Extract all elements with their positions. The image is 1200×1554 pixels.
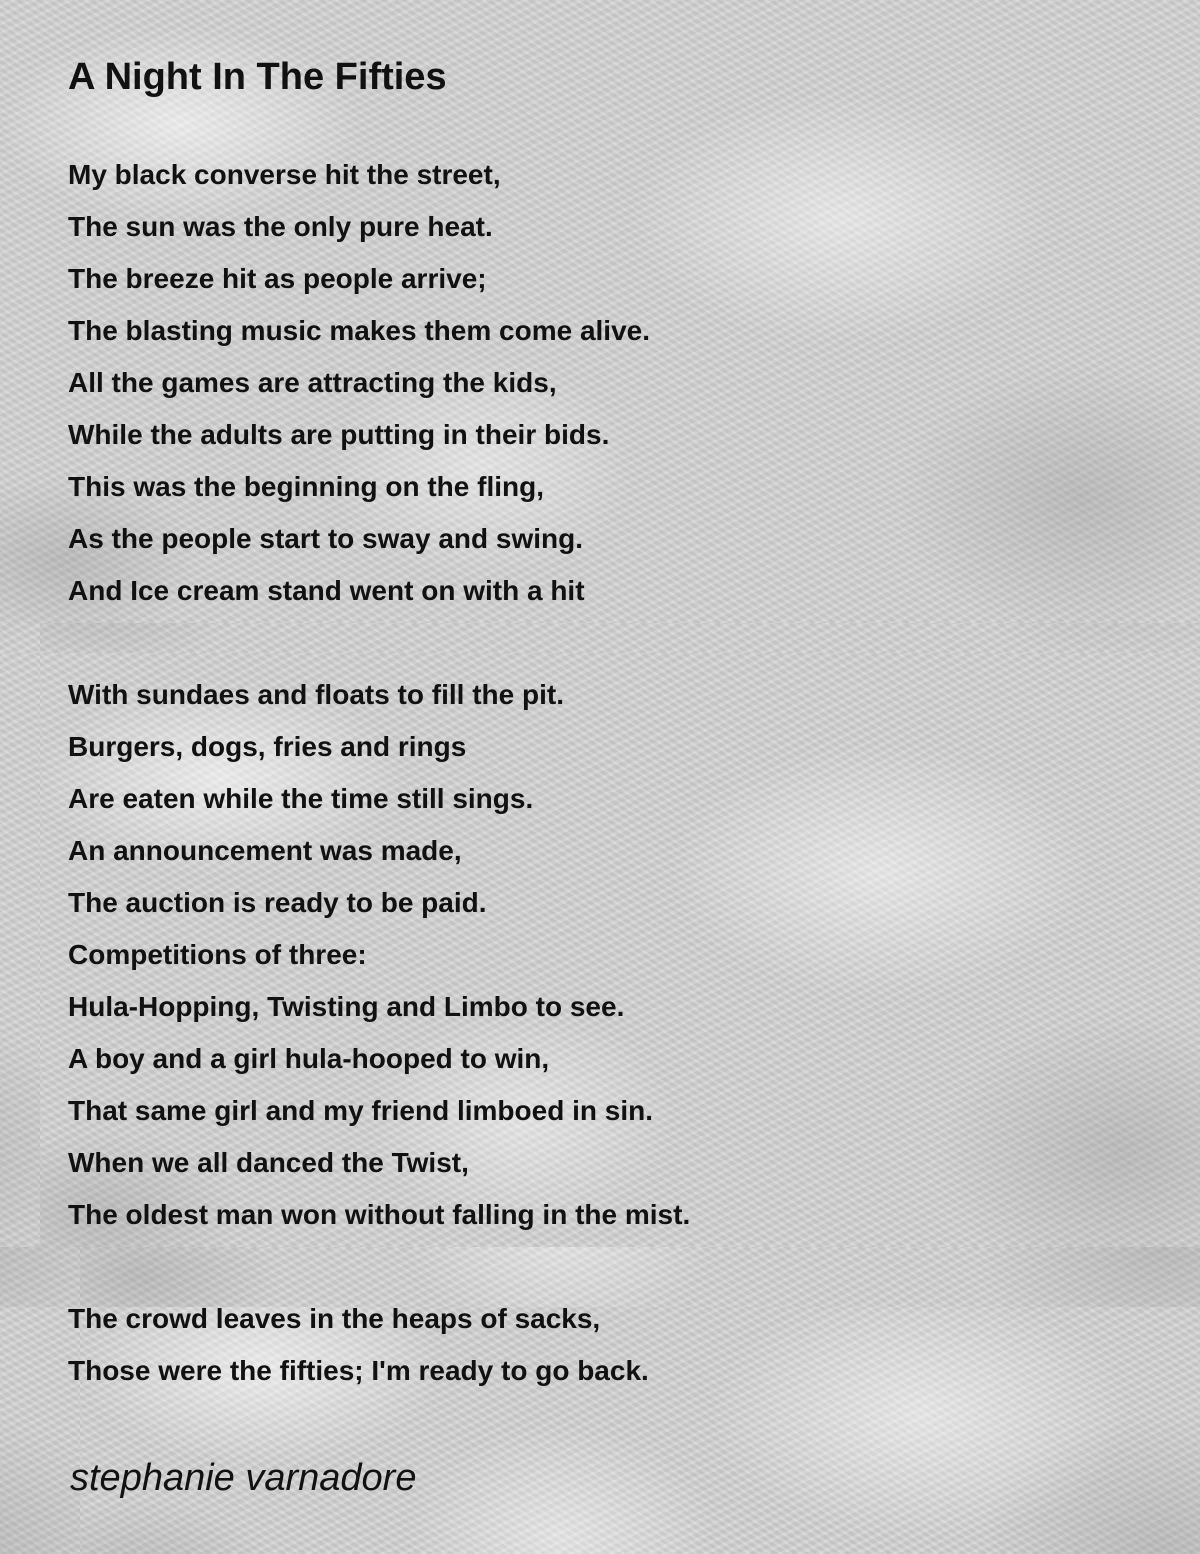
poem-line: Burgers, dogs, fries and rings xyxy=(68,731,467,762)
poem-line: All the games are attracting the kids, xyxy=(68,367,557,398)
poem-line: And Ice cream stand went on with a hit xyxy=(68,575,585,606)
poem-line: Hula-Hopping, Twisting and Limbo to see. xyxy=(68,991,625,1022)
poem-line: As the people start to sway and swing. xyxy=(68,523,583,554)
poem-line: This was the beginning on the fling, xyxy=(68,471,544,502)
poem-line: A boy and a girl hula-hooped to win, xyxy=(68,1043,550,1074)
stanza-1 xyxy=(68,149,650,617)
poem-line: The breeze hit as people arrive; xyxy=(68,263,487,294)
poem-line: That same girl and my friend limboed in sin. xyxy=(68,1095,653,1126)
poem-line: Those were the fifties; I'm ready to go back. xyxy=(68,1355,649,1386)
poem-line: With sundaes and floats to fill the pit. xyxy=(68,679,564,710)
poem-line: The crowd leaves in the heaps of sacks, xyxy=(68,1303,601,1334)
poem-line: An announcement was made, xyxy=(68,835,462,866)
poem-title: A Night In The Fifties xyxy=(68,56,447,98)
poem-line: When we all danced the Twist, xyxy=(68,1147,469,1178)
stanza-3 xyxy=(68,1293,649,1397)
poem-author: stephanie varnadore xyxy=(70,1457,417,1499)
poem-line: Competitions of three: xyxy=(68,939,367,970)
poem-line: The blasting music makes them come alive. xyxy=(68,315,650,346)
poem-line: The oldest man won without falling in the mist. xyxy=(68,1199,691,1230)
poem-line: While the adults are putting in their bids. xyxy=(68,419,610,450)
stanza-2 xyxy=(68,669,690,1241)
poem-line: My black converse hit the street, xyxy=(68,159,501,190)
poem-line: The sun was the only pure heat. xyxy=(68,211,493,242)
poem-line: Are eaten while the time still sings. xyxy=(68,783,534,814)
poem-line: The auction is ready to be paid. xyxy=(68,887,487,918)
